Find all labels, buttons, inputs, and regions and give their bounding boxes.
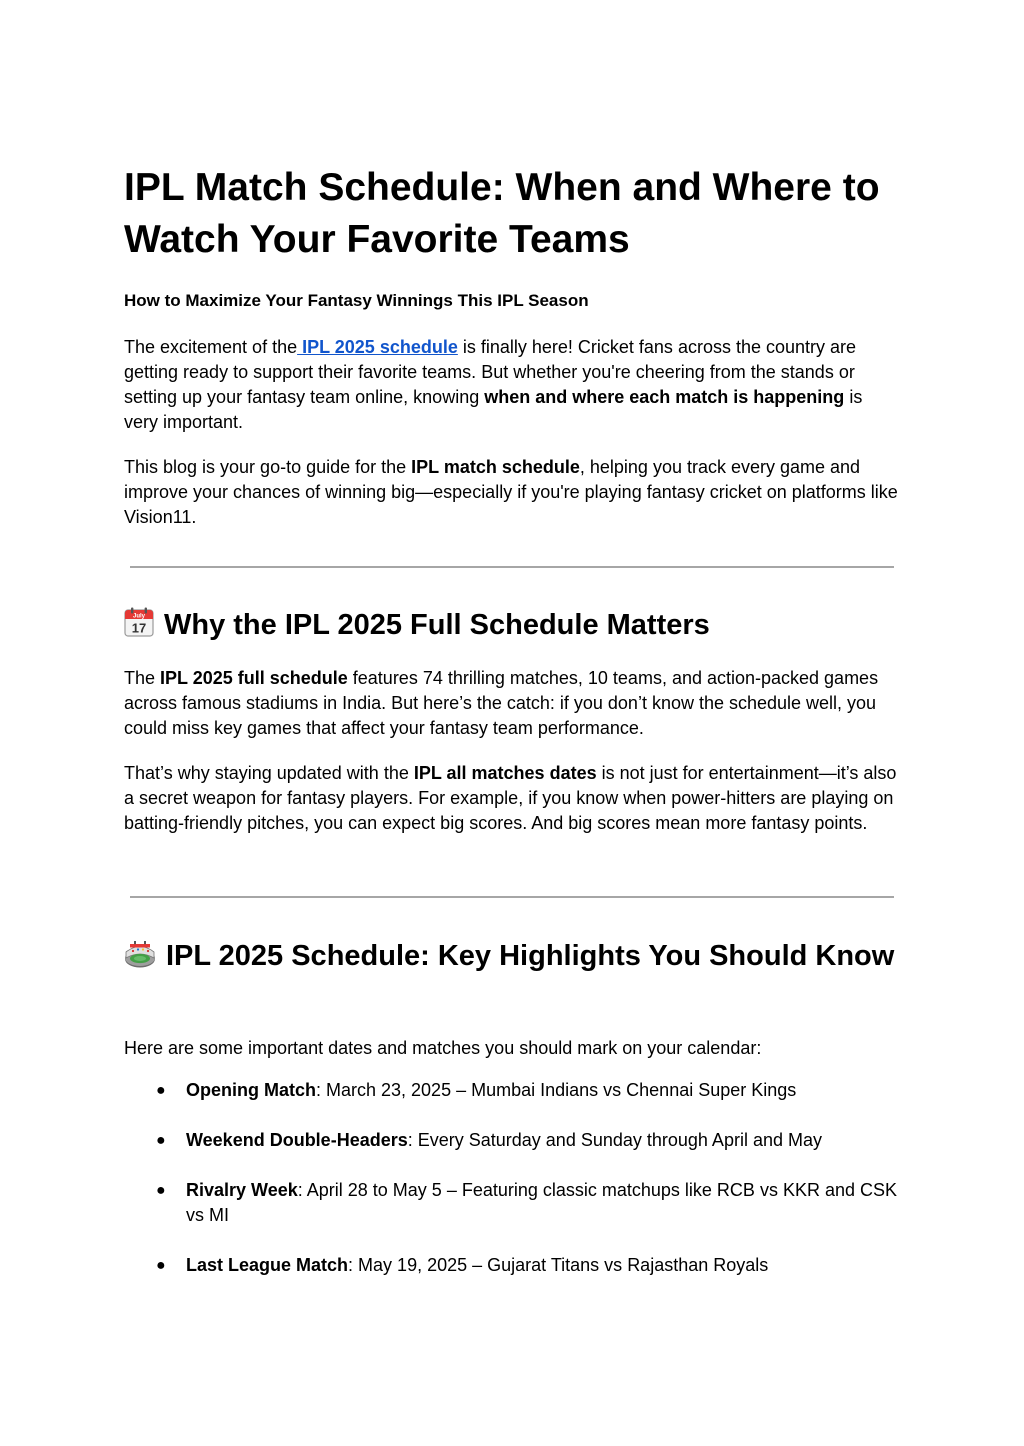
bullet-icon: ●	[156, 1182, 166, 1199]
list-item-label: Last League Match	[186, 1255, 349, 1275]
list-item	[124, 1253, 900, 1278]
calendar-day: 17	[131, 620, 147, 636]
bullet-icon: ●	[156, 1132, 166, 1149]
list-item-label: Opening Match	[186, 1080, 316, 1100]
intro-paragraph-1	[124, 335, 900, 435]
page-subtitle: How to Maximize Your Fantasy Winnings This IPL Season	[124, 291, 589, 310]
section1-paragraph-2	[124, 761, 900, 836]
s1p1-bold-text: IPL 2025 full schedule	[160, 668, 348, 688]
highlights-list	[124, 1078, 900, 1303]
ipl-2025-schedule-link[interactable]: IPL 2025 schedule	[297, 337, 458, 357]
list-item-label: Weekend Double-Headers	[186, 1130, 408, 1150]
intro-bold-text: when and where each match is happening	[484, 387, 845, 407]
s1p1-text-a: The	[124, 668, 161, 688]
intro2-bold-text: IPL match schedule	[411, 457, 580, 477]
list-item	[124, 1128, 900, 1153]
s1p2-text-b: is not just for entertainment—it’s also a secret weapon for fantasy players. For example, if you know when power-hitters are playing on batting-friendly pitches, you can expect big scores. And big scores mean more fantasy points.	[124, 763, 897, 833]
bullet-icon: ●	[156, 1082, 166, 1099]
stadium-icon	[124, 939, 156, 969]
list-item	[124, 1078, 900, 1103]
intro-paragraph-2	[124, 455, 900, 530]
list-item-label: Rivalry Week	[186, 1180, 298, 1200]
section2-heading	[124, 937, 900, 976]
section2-intro: Here are some important dates and matches you should mark on your calendar:	[124, 1038, 762, 1058]
s1p2-bold-text: IPL all matches dates	[413, 763, 597, 783]
calendar-icon	[124, 607, 154, 637]
list-item-text: : March 23, 2025 – Mumbai Indians vs Chennai Super Kings	[316, 1080, 797, 1100]
section1-heading	[124, 606, 900, 645]
section1-paragraph-1	[124, 666, 900, 741]
section2-heading-text: IPL 2025 Schedule: Key Highlights You Should Know	[166, 940, 895, 972]
horizontal-divider	[130, 566, 894, 568]
s1p1-text-b: features 74 thrilling matches, 10 teams, and action-packed games across famous stadiums in India. But here’s the catch: if you don’t know the schedule well, you could miss key games that affect your fantasy team performance.	[124, 668, 879, 738]
list-item	[124, 1178, 900, 1228]
intro-text-b: is finally here! Cricket fans across the country are getting ready to support their favorite teams. But whether you're cheering from the stands or setting up your fantasy team online, knowing	[124, 337, 857, 407]
list-item-text: : April 28 to May 5 – Featuring classic matchups like RCB vs KKR and CSK vs MI	[186, 1180, 897, 1225]
list-item-text: : Every Saturday and Sunday through April and May	[407, 1130, 822, 1150]
intro-text-a: The excitement of the	[124, 337, 298, 357]
horizontal-divider-2	[130, 896, 894, 898]
s1p2-text-a: That’s why staying updated with the	[124, 763, 414, 783]
intro-text-c: is very important.	[124, 387, 863, 432]
page-title: IPL Match Schedule: When and Where to Watch Your Favorite Teams	[124, 166, 880, 261]
calendar-month: July	[132, 613, 146, 620]
section1-heading-text: Why the IPL 2025 Full Schedule Matters	[164, 609, 710, 641]
list-item-text: : May 19, 2025 – Gujarat Titans vs Rajasthan Royals	[348, 1255, 769, 1275]
intro2-text-a: This blog is your go-to guide for the	[124, 457, 412, 477]
bullet-icon: ●	[156, 1257, 166, 1274]
intro2-text-b: , helping you track every game and improve your chances of winning big—especially if you're playing fantasy cricket on platforms like Vision11.	[124, 457, 898, 527]
